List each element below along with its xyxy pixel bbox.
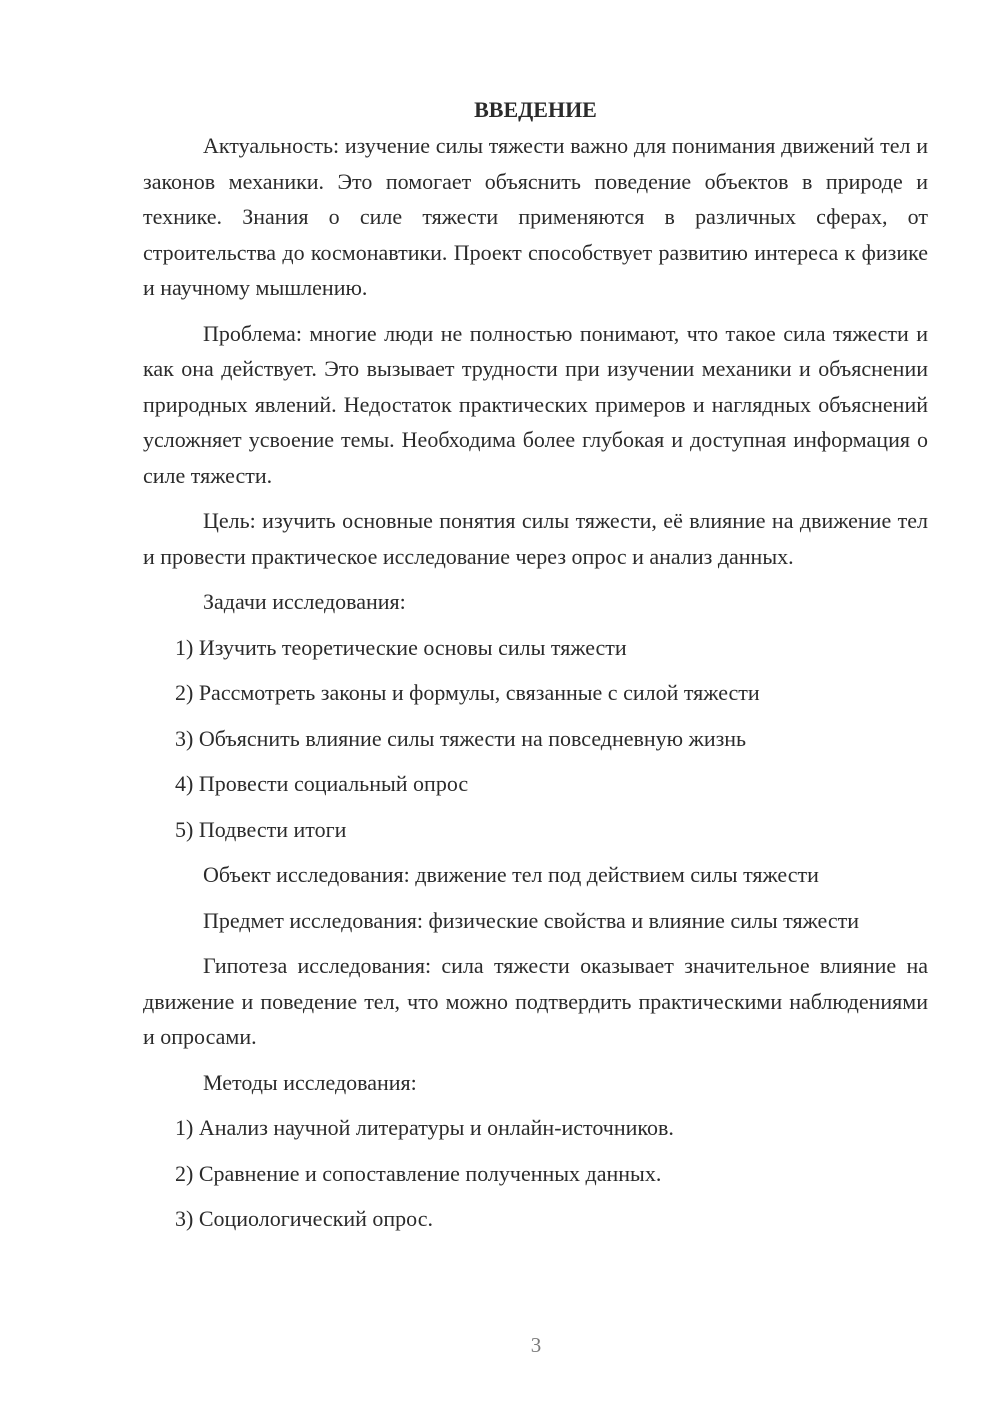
section-title: ВВЕДЕНИЕ <box>474 97 597 122</box>
task-item: 2) Рассмотреть законы и формулы, связанные с силой тяжести <box>175 680 760 705</box>
goal-paragraph: Цель: изучить основные понятия силы тяжести, её влияние на движение тел и провести практическое исследование через опрос и анализ данных. <box>143 508 928 569</box>
hypothesis-paragraph: Гипотеза исследования: сила тяжести оказывает значительное влияние на движение и поведение тел, что можно подтвердить практическими наблюдениями и опросами. <box>143 953 928 1049</box>
task-item: 3) Объяснить влияние силы тяжести на повседневную жизнь <box>175 725 747 751</box>
object-paragraph: Объект исследования: движение тел под действием силы тяжести <box>203 862 819 887</box>
page-number: 3 <box>530 1333 542 1357</box>
method-item: 1) Анализ научной литературы и онлайн-источников. <box>175 1115 674 1140</box>
relevance-paragraph: Актуальность: изучение силы тяжести важно для понимания движений тел и законов механики. Это помогает объяснить поведение объектов в природе и технике. Знания о силе тяжести применяются в различных сферах, от строительства до космонавтики. Проект способствует развитию интереса к физике и научному мышлению. <box>143 133 928 300</box>
task-item: 4) Провести социальный опрос <box>175 771 469 796</box>
page-content <box>143 92 928 1247</box>
tasks-label: Задачи исследования: <box>203 589 406 614</box>
problem-paragraph: Проблема: многие люди не полностью понимают, что такое сила тяжести и как она действует. Это вызывает трудности при изучении механики и объяснении природных явлений. Недостаток практических примеров и наглядных объяснений усложняет усвоение темы. Необходима более глубокая и доступная информация о силе тяжести. <box>143 320 928 488</box>
task-item: 5) Подвести итоги <box>175 816 347 842</box>
method-item: 3) Социологический опрос. <box>175 1206 433 1231</box>
subject-paragraph: Предмет исследования: физические свойства и влияние силы тяжести <box>203 907 859 933</box>
methods-label: Методы исследования: <box>203 1069 417 1095</box>
task-item: 1) Изучить теоретические основы силы тяжести <box>175 634 627 660</box>
method-item: 2) Сравнение и сопоставление полученных данных. <box>175 1160 662 1186</box>
